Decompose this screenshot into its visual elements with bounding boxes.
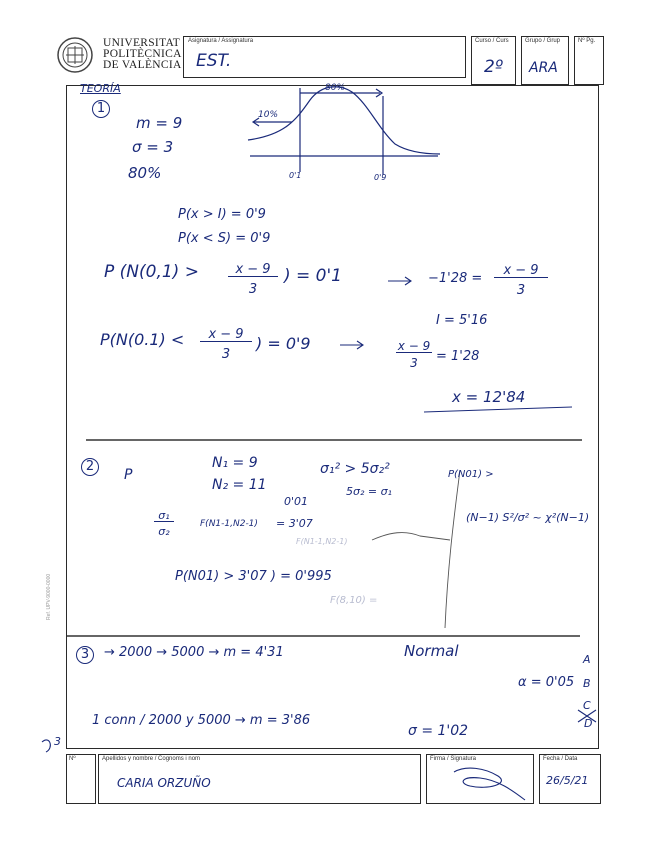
q1-eq1-right: ) = 0'1 <box>284 266 342 286</box>
name-value: CARIA ORZUÑO <box>117 776 211 790</box>
q1-graph-top-pct: 80% <box>325 83 346 93</box>
signature-label: Firma / Signatura <box>430 756 477 762</box>
q1-eq1-result: I = 5'16 <box>436 313 488 328</box>
q1-eq1-den: 3 <box>248 282 258 297</box>
q2-f-faint2: F(8,10) = <box>330 595 378 606</box>
q1-eq2-res-num: x − 9 <box>397 339 431 353</box>
q3-option-b: B <box>583 677 591 690</box>
q1-eq2-res-rhs: = 1'28 <box>436 349 480 364</box>
group-box[interactable] <box>521 36 569 85</box>
q1-eq1-res-num: x − 9 <box>494 264 548 278</box>
q1-eq2-num: x − 9 <box>200 328 252 342</box>
q1-eq2-right: ) = 0'9 <box>256 334 311 353</box>
q3-alpha: α = 0'05 <box>518 675 575 690</box>
q2-f-faint: F(N1-1,N2-1) <box>296 537 348 546</box>
q2-p-final: P(N01) > 3'07 ) = 0'995 <box>175 569 332 584</box>
q1-graph-left-pct: 10% <box>258 110 279 120</box>
university-name-line1: UNIVERSITAT <box>103 37 181 49</box>
q2-f-num: σ₁ <box>154 510 174 522</box>
q1-eq1-num: x − 9 <box>228 263 278 277</box>
university-name-line2: POLITÈCNICA <box>103 48 182 60</box>
subject-label: Asignatura / Assignatura <box>188 38 254 44</box>
q1-eq1-res-den: 3 <box>516 283 526 298</box>
q2-f-mid: F(N1-1,N2-1) <box>200 519 258 529</box>
q2-f-den: σ₂ <box>158 525 170 538</box>
course-value: 2º <box>484 57 503 77</box>
group-label: Grupo / Grup <box>525 38 561 44</box>
course-box[interactable] <box>471 36 516 85</box>
subject-value: EST. <box>196 51 232 71</box>
date-value: 26/5/21 <box>546 774 589 787</box>
university-seal-icon <box>58 38 92 72</box>
q2-var-rel: σ₁² > 5σ₂² <box>320 461 390 477</box>
q1-percent: 80% <box>128 164 162 182</box>
q2-number: 2 <box>81 458 99 476</box>
q3-margin-num: 3 <box>54 735 61 748</box>
q2-n2: N₂ = 11 <box>212 477 267 493</box>
name-box[interactable] <box>98 754 421 804</box>
side-reference: Ref. UPV-9000-0000 <box>46 573 52 620</box>
signature-box[interactable] <box>426 754 534 804</box>
q1-graph-x2: 0'9 <box>374 173 387 182</box>
q1-eq1-res-lhs: −1'28 = <box>428 271 483 286</box>
q2-pn: P(N01) > <box>448 469 494 480</box>
q1-prob-b: P(x < S) = 0'9 <box>178 231 271 246</box>
q1-eq1-left: P (N(0,1) > <box>104 262 199 282</box>
q2-alpha: 0'01 <box>284 495 309 508</box>
q3-option-c: C <box>583 699 591 712</box>
date-label: Fecha / Data <box>543 756 578 762</box>
q1-graph-x1: 0'1 <box>289 171 302 180</box>
q3-line1: → 2000 → 5000 → m = 4'31 <box>104 645 284 660</box>
date-box[interactable] <box>539 754 601 804</box>
university-name-line3: DE VALÈNCIA <box>103 59 182 71</box>
q1-prob-a: P(x > I) = 0'9 <box>178 207 266 222</box>
q1-eq2-left: P(N(0.1) < <box>100 330 185 349</box>
q1-sigma: σ = 3 <box>132 138 174 156</box>
q3-line2: 1 conn / 2000 y 5000 → m = 3'86 <box>92 713 311 728</box>
q3-option-d: D <box>584 717 593 730</box>
q1-eq2-result: x = 12'84 <box>452 388 526 406</box>
q3-number: 3 <box>76 646 94 664</box>
q1-eq2-res-den: 3 <box>410 356 418 370</box>
q2-var-eq: 5σ₂ = σ₁ <box>346 485 392 498</box>
page-number-box[interactable] <box>574 36 604 85</box>
group-value: ARA <box>529 60 558 76</box>
number-label: Nº <box>69 756 76 762</box>
q2-f-eq: = 3'07 <box>276 517 313 530</box>
number-box[interactable] <box>66 754 96 804</box>
course-label: Curso / Curs <box>475 38 509 44</box>
q1-number: 1 <box>92 100 110 118</box>
page-number-label: Nº Pg. <box>578 38 596 44</box>
q3-sigma: σ = 1'02 <box>408 723 469 739</box>
section-title: TEORÍA <box>80 82 121 95</box>
q1-eq2-den: 3 <box>221 347 231 362</box>
q3-option-a: A <box>583 653 591 666</box>
q2-n1: N₁ = 9 <box>212 455 258 471</box>
name-label: Apellidos y nombre / Cognoms i nom <box>102 756 201 762</box>
subject-box[interactable] <box>183 36 466 78</box>
q3-normal: Normal <box>404 642 459 660</box>
q2-chi: (N−1) S²/σ² ~ χ²(N−1) <box>466 511 590 524</box>
q2-p: P <box>124 467 133 483</box>
q1-mean: m = 9 <box>136 114 183 132</box>
